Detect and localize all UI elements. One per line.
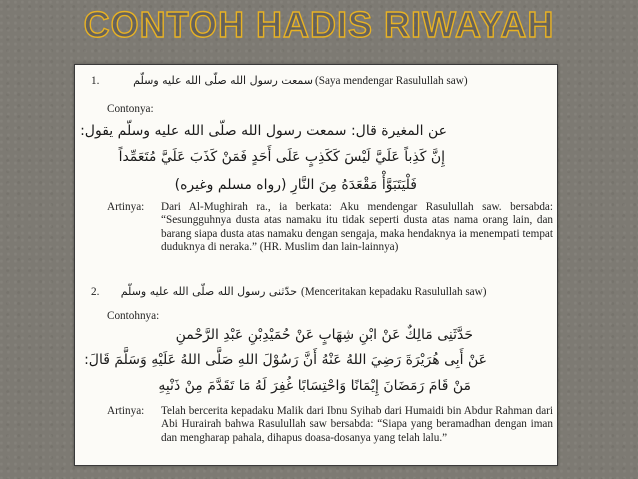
item2-translation: (Menceritakan kepadaku Rasulullah saw) [301,286,487,298]
item2-arabic-line-3: مَنْ قَامَ رَمَضَانَ إِيْمَانًا وَاحْتِسَابًا غُفِرَ لَهُ مَا تَقَدَّمَ مِنْ ذَنْبِهِ [158,378,471,394]
document-image [74,64,558,466]
item1-meaning: Dari Al-Mughirah ra., ia berkata: Aku mendengar Rasulullah saw. bersabda: “Sesungguhnya dusta atas namaku itu tidak seperti dusta atas nama orang lain, dan barang siapa dusta atas namaku dengan sengaja, maka hendaknya ia menempati tempat duduknya di neraka.” (HR. Muslim dan lain-lainnya) [161,201,553,254]
item1-arabic-line-2: إِنَّ كَذِباً عَلَيَّ لَيْسَ كَكَذِبٍ عَلَى أَحَدٍ فَمَنْ كَذَبَ عَلَيَّ مُتَعَمِّداً [118,149,445,165]
item2-example-label: Contohnya: [107,310,160,322]
item2-meaning-label: Artinya: [107,405,145,417]
item2-arabic-line-2: عَنْ أَبِى هُرَيْرَةَ رَضِيَ اللهُ عَنْهُ أَنَّ رَسُوْلَ اللهِ صَلَّى اللهُ عَلَيْهِ وَسَلَّمَ قَالَ: [84,352,487,368]
item1-example-label: Contonya: [107,103,154,115]
slide-title: CONTOH HADIS RIWAYAH [83,4,555,45]
item2-meaning: Telah bercerita kepadaku Malik dari Ibnu Syihab dari Humaidi bin Abdur Rahman dari Abi Hurairah bahwa Rasulullah saw bersabda: “Siapa yang beramadhan dengan iman dan mengharap pahala, dihapus doasa-dosanya yang telah lalu.” [161,405,553,444]
item2-arabic-line-1: حَدَّثَنِى مَالِكٌ عَنْ ابْنِ شِهَابٍ عَنْ حُمَيْدِبْنِ عَبْدِ الرَّحْمنِ [175,327,473,343]
item1-arabic-line-3: فَلْيَتَبَوَّأْ مَقْعَدَهُ مِنَ النَّارِ (رواه مسلم وغيره) [174,177,417,193]
item2-arabic-phrase: حدّثنى رسول الله صلّى الله عليه وسلّم [120,285,297,298]
item1-number: 1. [91,75,100,87]
item1-arabic-line-1: عن المغيرة قال: سمعت رسول الله صلّى الله عليه وسلّم يقول: [80,123,447,139]
item2-number: 2. [91,286,100,298]
item1-meaning-label: Artinya: [107,201,145,213]
item1-arabic-phrase: سمعت رسول الله صلّى الله عليه وسلّم [133,74,313,87]
item1-translation: (Saya mendengar Rasulullah saw) [315,75,468,87]
